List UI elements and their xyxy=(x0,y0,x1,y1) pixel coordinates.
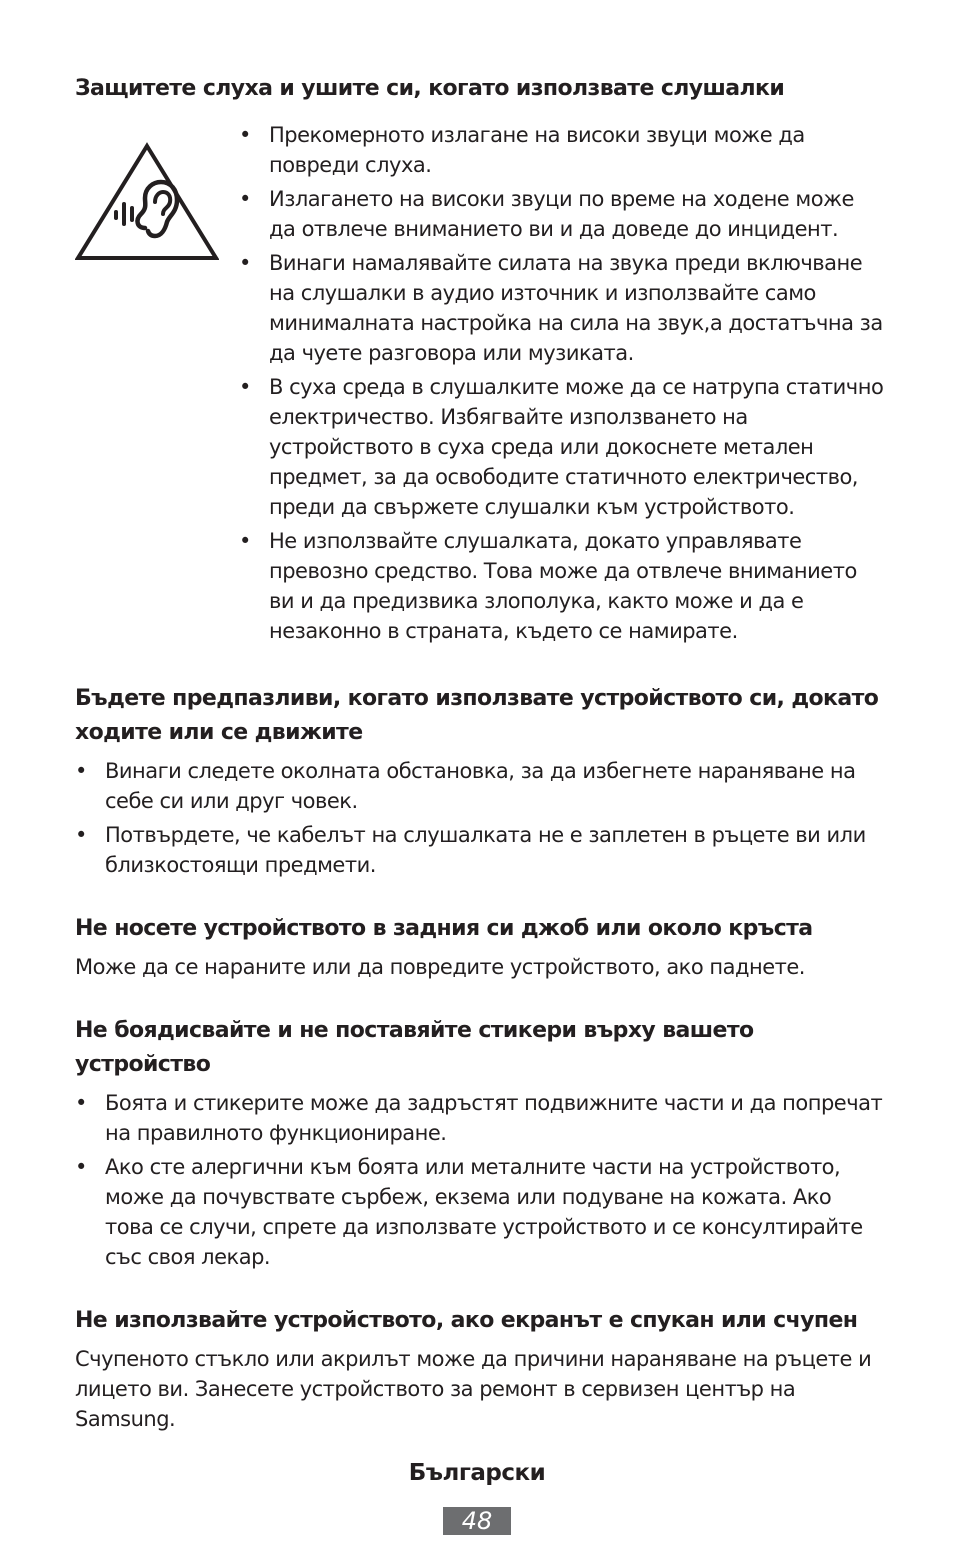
list-item xyxy=(75,1088,885,1148)
list-item-text: Прекомерното излагане на високи звуци може да повреди слуха. xyxy=(269,123,805,177)
list-item xyxy=(75,820,885,880)
list-item-text: Винаги намалявайте силата на звука преди включване на слушалки в аудио източник и използвайте само минималната настройка на сила на звук,а достатъчна за да чуете разговора или музиката. xyxy=(269,251,883,365)
list-item-text: Боята и стикерите може да задръстят подвижните части и да попречат на правилното функциониране. xyxy=(105,1091,883,1145)
list-item xyxy=(239,120,885,180)
list-item xyxy=(75,756,885,816)
section-pocket xyxy=(75,912,885,982)
walking-bullet-list xyxy=(75,756,885,880)
bullet-icon: • xyxy=(75,823,87,847)
bullet-icon: • xyxy=(239,375,251,399)
page-number-badge: 48 xyxy=(443,1507,511,1535)
list-item-text: Ако сте алергични към боята или металните части на устройството, може да почувствате сърбеж, екзема или подуване на кожата. Ако това се случи, спрете да използвате устройството и се консултирайте със своя лекар. xyxy=(105,1155,863,1269)
footer-language: Български xyxy=(408,1460,546,1486)
list-item xyxy=(239,184,885,244)
hearing-warning-icon xyxy=(75,120,239,650)
section-broken-screen xyxy=(75,1304,885,1434)
list-item-text: Винаги следете околната обстановка, за да избегнете нараняване на себе си или друг човек. xyxy=(105,759,856,813)
bullet-icon: • xyxy=(239,251,251,275)
paint-bullet-list xyxy=(75,1088,885,1272)
list-item xyxy=(239,526,885,646)
section-text-broken-screen: Счупеното стъкло или акрилът може да причини нараняване на ръцете и лицето ви. Занесете устройството за ремонт в сервизен център на Samsung. xyxy=(75,1347,872,1431)
list-item xyxy=(239,372,885,522)
section-title-paint: Не боядисвайте и не поставяйте стикери върху вашето устройство xyxy=(75,1018,754,1077)
section-title-broken-screen: Не използвайте устройството, ако екранът е спукан или счупен xyxy=(75,1308,858,1333)
section-title-pocket: Не носете устройството в задния си джоб или около кръста xyxy=(75,916,813,941)
bullet-icon: • xyxy=(239,123,251,147)
section-walking xyxy=(75,682,885,880)
section-title-walking: Бъдете предпазливи, когато използвате устройството си, докато ходите или се движите xyxy=(75,686,879,745)
bullet-icon: • xyxy=(239,529,251,553)
hearing-bullet-list xyxy=(239,120,885,646)
hearing-warning-block xyxy=(75,120,885,650)
section-text-pocket: Може да се нараните или да повредите устройството, ако паднете. xyxy=(75,955,805,979)
section-paint xyxy=(75,1014,885,1272)
list-item xyxy=(75,1152,885,1272)
list-item-text: В суха среда в слушалките може да се натрупа статично електричество. Избягвайте използването на устройството в суха среда или докоснете метален предмет, за да освободите статичното електричество, преди да свържете слушалки към устройството. xyxy=(269,375,884,519)
bullet-icon: • xyxy=(239,187,251,211)
list-item-text: Излагането на високи звуци по време на ходене може да отвлече вниманието ви и да доведе до инцидент. xyxy=(269,187,854,241)
bullet-icon: • xyxy=(75,759,87,783)
bullet-icon: • xyxy=(75,1091,87,1115)
bullet-icon: • xyxy=(75,1155,87,1179)
list-item-text: Потвърдете, че кабелът на слушалката не е заплетен в ръцете ви или близкостоящи предмети. xyxy=(105,823,866,877)
list-item-text: Не използвайте слушалката, докато управлявате превозно средство. Това може да отвлече вниманието ви и да предизвика злополука, както може и да е незаконно в страната, където се намирате. xyxy=(269,529,857,643)
document-body xyxy=(75,72,885,1434)
list-item xyxy=(239,248,885,368)
section-title-hearing: Защитете слуха и ушите си, когато използвате слушалки xyxy=(75,76,785,101)
